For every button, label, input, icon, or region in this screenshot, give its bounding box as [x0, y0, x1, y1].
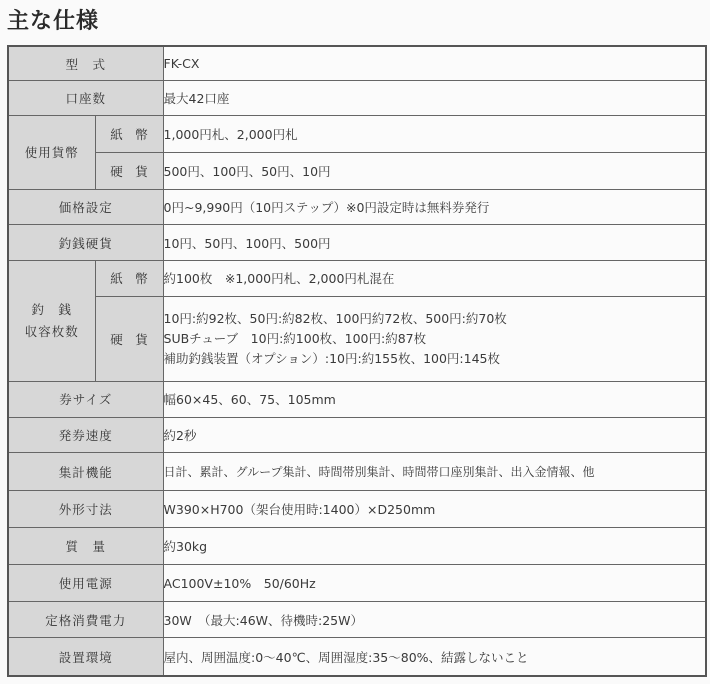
- row-value-change: 10円、50円、100円、500円: [163, 225, 706, 261]
- spec-table: [7, 45, 707, 677]
- row-label-ticket-size: 券サイズ: [8, 381, 163, 417]
- row-value-currency-coin: 500円、100円、50円、10円: [163, 152, 706, 189]
- table-row: [8, 189, 706, 225]
- sub-label-capacity-bill: 紙 幣: [95, 261, 163, 297]
- page-title: 主な仕様: [7, 9, 100, 34]
- row-label-totals: 集計機能: [8, 453, 163, 491]
- table-row: [8, 491, 706, 528]
- row-value-ticket-size: 幅60×45、60、75、105mm: [163, 381, 706, 417]
- table-row: [8, 601, 706, 638]
- row-value-ports: 最大42口座: [163, 81, 706, 116]
- row-label-dimensions: 外形寸法: [8, 491, 163, 528]
- row-label-currency: 使用貨幣: [8, 115, 95, 189]
- row-value-environment: 屋内、周囲温度:0～40℃、周囲湿度:35～80%、結露しないこと: [163, 638, 706, 676]
- capacity-coin-line: 10円:約92枚、50円:約82枚、100円約72枚、500円:約70枚: [163, 310, 507, 326]
- row-label-model: 型 式: [8, 46, 163, 81]
- row-label-speed: 発券速度: [8, 417, 163, 453]
- row-label-capacity-line2: 収容枚数: [24, 323, 79, 339]
- row-label-power: 使用電源: [8, 564, 163, 601]
- row-label-environment: 設置環境: [8, 638, 163, 676]
- row-label-capacity: [8, 261, 95, 382]
- row-label-change: 釣銭硬貨: [8, 225, 163, 261]
- capacity-coin-line: SUBチューブ 10円:約100枚、100円:約87枚: [163, 330, 427, 346]
- table-row: [8, 225, 706, 261]
- row-label-price: 価格設定: [8, 189, 163, 225]
- table-row: [8, 638, 706, 676]
- table-row: [8, 564, 706, 601]
- row-label-weight: 質 量: [8, 528, 163, 565]
- row-value-speed: 約2秒: [163, 417, 706, 453]
- row-value-consumption: 30W （最大:46W、待機時:25W）: [163, 601, 706, 638]
- table-row: [8, 261, 706, 297]
- table-row: [8, 81, 706, 116]
- row-value-power: AC100V±10% 50/60Hz: [163, 564, 706, 601]
- table-row: [8, 152, 706, 189]
- table-row: [8, 528, 706, 565]
- row-value-model: FK-CX: [163, 46, 706, 81]
- row-value-currency-bill: 1,000円札、2,000円札: [163, 115, 706, 152]
- sub-label-capacity-coin: 硬 貨: [95, 296, 163, 381]
- table-row: [8, 417, 706, 453]
- sub-label-currency-bill: 紙 幣: [95, 115, 163, 152]
- capacity-coin-line: 補助釣銭装置（オプション）:10円:約155枚、100円:145枚: [163, 350, 501, 366]
- row-value-dimensions: W390×H700（架台使用時:1400）×D250mm: [163, 491, 706, 528]
- row-value-capacity-coin: [163, 296, 706, 381]
- row-label-consumption: 定格消費電力: [8, 601, 163, 638]
- row-value-capacity-bill: 約100枚 ※1,000円札、2,000円札混在: [163, 261, 706, 297]
- row-value-totals: 日計、累計、グループ集計、時間帯別集計、時間帯口座別集計、出入金情報、他: [163, 453, 706, 491]
- row-label-ports: 口座数: [8, 81, 163, 116]
- table-row: [8, 453, 706, 491]
- table-row: [8, 296, 706, 381]
- row-value-weight: 約30kg: [163, 528, 706, 565]
- row-value-price: 0円~9,990円（10円ステップ）※0円設定時は無料券発行: [163, 189, 706, 225]
- sub-label-currency-coin: 硬 貨: [95, 152, 163, 189]
- table-row: [8, 381, 706, 417]
- table-row: [8, 46, 706, 81]
- row-label-capacity-line1: 釣 銭: [31, 301, 72, 317]
- table-row: [8, 115, 706, 152]
